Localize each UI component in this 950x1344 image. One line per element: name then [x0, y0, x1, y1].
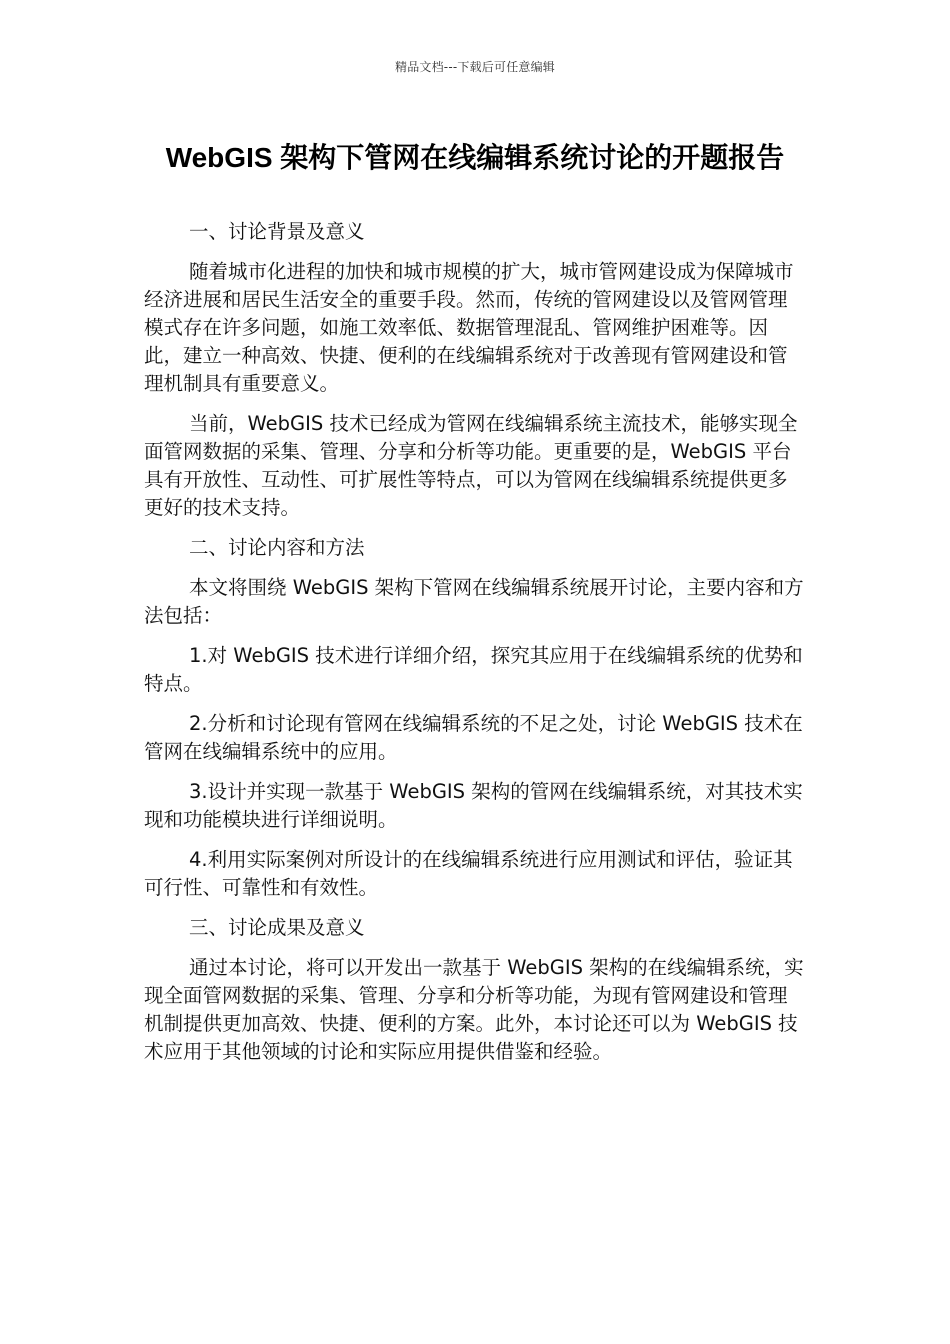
paragraph-content-intro: 本文将围绕 WebGIS 架构下管网在线编辑系统展开讨论，主要内容和方法包括： [144, 576, 804, 627]
list-item-3: 3.设计并实现一款基于 WebGIS 架构的管网在线编辑系统，对其技术实现和功能模块进行详细说明。 [144, 780, 803, 831]
paragraph-results: 通过本讨论，将可以开发出一款基于 WebGIS 架构的在线编辑系统，实现全面管网数据的采集、管理、分享和分析等功能，为现有管网建设和管理机制提供更加高效、快捷、便利的方案。此外，本讨论还可以为 WebGIS 技术应用于其他领域的讨论和实际应用提供借鉴和经验。 [144, 956, 804, 1063]
section-heading-results: 三、讨论成果及意义 [189, 916, 365, 939]
document-body [144, 218, 804, 1078]
header-note: 精品文档---下载后可任意编辑 [395, 60, 555, 74]
paragraph-background-2: 当前，WebGIS 技术已经成为管网在线编辑系统主流技术，能够实现全面管网数据的采集、管理、分享和分析等功能。更重要的是，WebGIS 平台具有开放性、互动性、可扩展性等特点，可以为管网在线编辑系统提供更多更好的技术支持。 [144, 412, 798, 519]
document-title: WebGIS 架构下管网在线编辑系统讨论的开题报告 [165, 142, 785, 173]
list-item-2: 2.分析和讨论现有管网在线编辑系统的不足之处，讨论 WebGIS 技术在管网在线编辑系统中的应用。 [144, 712, 803, 763]
section-heading-background: 一、讨论背景及意义 [189, 220, 365, 243]
list-item-1: 1.对 WebGIS 技术进行详细介绍，探究其应用于在线编辑系统的优势和特点。 [144, 644, 803, 695]
section-heading-content-methods: 二、讨论内容和方法 [189, 536, 365, 559]
paragraph-background-1: 随着城市化进程的加快和城市规模的扩大，城市管网建设成为保障城市经济进展和居民生活安全的重要手段。然而，传统的管网建设以及管网管理模式存在许多问题，如施工效率低、数据管理混乱、管网维护困难等。因此，建立一种高效、快捷、便利的在线编辑系统对于改善现有管网建设和管理机制具有重要意义。 [144, 260, 794, 395]
list-item-4: 4.利用实际案例对所设计的在线编辑系统进行应用测试和评估，验证其可行性、可靠性和有效性。 [144, 848, 793, 899]
